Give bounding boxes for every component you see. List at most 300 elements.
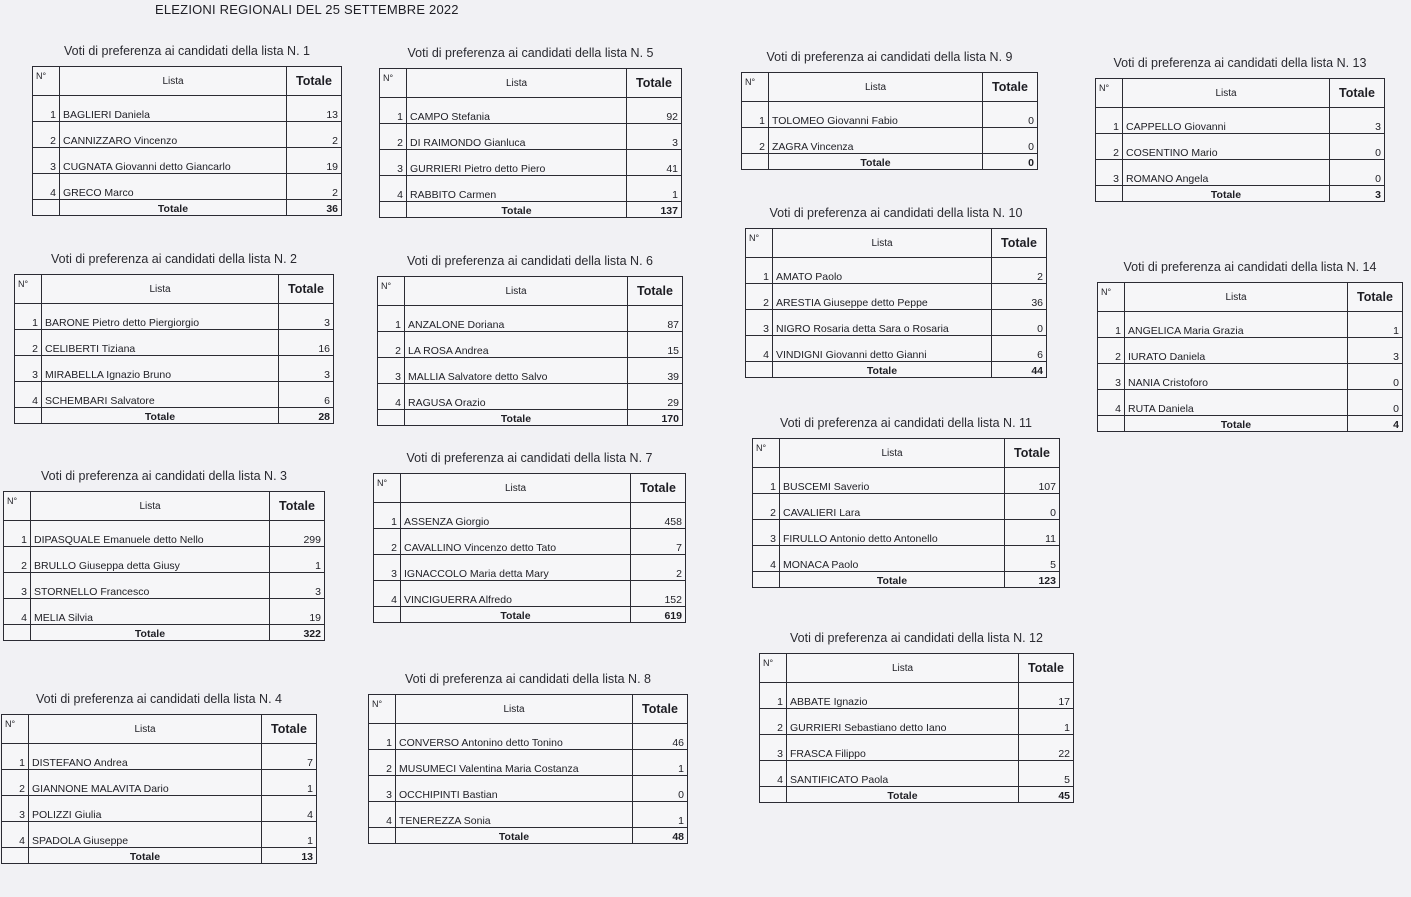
candidate-name: FRASCA Filippo — [787, 735, 1019, 761]
candidate-number: 4 — [374, 581, 401, 607]
list-header: Lista — [780, 439, 1005, 468]
list-title: Voti di preferenza ai candidati della lista N. 8 — [405, 672, 651, 686]
candidate-votes: 3 — [1348, 338, 1403, 364]
candidate-name: CAVALIERI Lara — [780, 494, 1005, 520]
candidate-name: TENEREZZA Sonia — [396, 802, 633, 828]
number-header: N° — [746, 229, 773, 258]
total-header: Totale — [627, 69, 682, 98]
list-block-9 — [741, 50, 1038, 170]
candidate-name: BUSCEMI Saverio — [780, 468, 1005, 494]
total-row — [1096, 186, 1385, 202]
number-header: N° — [374, 474, 401, 503]
candidate-number: 3 — [33, 148, 60, 174]
list-title: Voti di preferenza ai candidati della lista N. 14 — [1123, 260, 1377, 274]
header-row — [760, 654, 1074, 683]
candidate-votes: 4 — [262, 796, 317, 822]
preference-table — [373, 473, 686, 623]
candidate-votes: 16 — [279, 330, 334, 356]
candidate-number: 4 — [378, 384, 405, 410]
table-row — [4, 521, 325, 547]
table-row — [753, 546, 1060, 572]
candidate-number: 3 — [15, 356, 42, 382]
candidate-name: GRECO Marco — [60, 174, 287, 200]
candidate-name: BAGLIERI Daniela — [60, 96, 287, 122]
total-value: 123 — [1005, 572, 1060, 588]
candidate-votes: 2 — [992, 258, 1047, 284]
candidate-name: ANGELICA Maria Grazia — [1125, 312, 1348, 338]
candidate-name: RUTA Daniela — [1125, 390, 1348, 416]
preference-table — [377, 276, 683, 426]
total-value: 3 — [1330, 186, 1385, 202]
header-row — [33, 67, 342, 96]
preference-table — [1095, 78, 1385, 202]
total-row — [753, 572, 1060, 588]
candidate-name: MIRABELLA Ignazio Bruno — [42, 356, 279, 382]
candidate-votes: 299 — [270, 521, 325, 547]
total-label: Totale — [405, 410, 628, 426]
total-header: Totale — [1005, 439, 1060, 468]
total-value: 170 — [628, 410, 683, 426]
table-row — [753, 468, 1060, 494]
candidate-votes: 5 — [1019, 761, 1074, 787]
candidate-votes: 1 — [262, 770, 317, 796]
preference-table — [741, 72, 1038, 170]
candidate-votes: 1 — [270, 547, 325, 573]
candidate-number: 2 — [742, 128, 769, 154]
candidate-votes: 22 — [1019, 735, 1074, 761]
candidate-votes: 5 — [1005, 546, 1060, 572]
candidate-number: 4 — [1098, 390, 1125, 416]
total-header: Totale — [1019, 654, 1074, 683]
table-row — [380, 98, 682, 124]
candidate-name: SPADOLA Giuseppe — [29, 822, 262, 848]
candidate-number: 4 — [4, 599, 31, 625]
candidate-name: DIPASQUALE Emanuele detto Nello — [31, 521, 270, 547]
table-row — [746, 310, 1047, 336]
number-header: N° — [378, 277, 405, 306]
total-value: 13 — [262, 848, 317, 864]
list-block-13 — [1095, 56, 1385, 202]
list-title: Voti di preferenza ai candidati della lista N. 1 — [64, 44, 310, 58]
number-header: N° — [33, 67, 60, 96]
list-header: Lista — [396, 695, 633, 724]
candidate-votes: 13 — [287, 96, 342, 122]
list-title: Voti di preferenza ai candidati della lista N. 3 — [41, 469, 287, 483]
table-row — [374, 555, 686, 581]
candidate-number: 4 — [380, 176, 407, 202]
total-blank — [1096, 186, 1123, 202]
list-header: Lista — [405, 277, 628, 306]
table-row — [378, 332, 683, 358]
list-block-14 — [1097, 260, 1403, 432]
total-header: Totale — [628, 277, 683, 306]
candidate-number: 1 — [380, 98, 407, 124]
table-row — [378, 384, 683, 410]
total-blank — [369, 828, 396, 844]
number-header: N° — [369, 695, 396, 724]
header-row — [4, 492, 325, 521]
candidate-number: 3 — [1096, 160, 1123, 186]
table-row — [1098, 312, 1403, 338]
preference-table — [752, 438, 1060, 588]
total-row — [374, 607, 686, 623]
table-row — [378, 306, 683, 332]
candidate-number: 1 — [760, 683, 787, 709]
total-header: Totale — [279, 275, 334, 304]
list-header: Lista — [42, 275, 279, 304]
candidate-number: 2 — [4, 547, 31, 573]
candidate-name: MALLIA Salvatore detto Salvo — [405, 358, 628, 384]
list-title: Voti di preferenza ai candidati della lista N. 2 — [51, 252, 297, 266]
candidate-votes: 39 — [628, 358, 683, 384]
candidate-name: NIGRO Rosaria detta Sara o Rosaria — [773, 310, 992, 336]
candidate-name: CAPPELLO Giovanni — [1123, 108, 1330, 134]
candidate-number: 3 — [2, 796, 29, 822]
candidate-number: 3 — [1098, 364, 1125, 390]
list-title: Voti di preferenza ai candidati della lista N. 11 — [779, 416, 1032, 430]
preference-table — [1, 714, 317, 864]
table-row — [380, 176, 682, 202]
candidate-number: 3 — [760, 735, 787, 761]
candidate-votes: 0 — [1330, 160, 1385, 186]
table-row — [15, 356, 334, 382]
table-row — [753, 520, 1060, 546]
total-label: Totale — [1125, 416, 1348, 432]
candidate-votes: 0 — [1348, 390, 1403, 416]
candidate-number: 4 — [369, 802, 396, 828]
candidate-number: 3 — [753, 520, 780, 546]
candidate-number: 3 — [378, 358, 405, 384]
candidate-number: 2 — [760, 709, 787, 735]
table-row — [380, 124, 682, 150]
total-value: 44 — [992, 362, 1047, 378]
total-row — [2, 848, 317, 864]
total-label: Totale — [407, 202, 627, 218]
table-row — [378, 358, 683, 384]
candidate-votes: 36 — [992, 284, 1047, 310]
candidate-votes: 11 — [1005, 520, 1060, 546]
list-title: Voti di preferenza ai candidati della lista N. 5 — [407, 46, 654, 60]
candidate-name: ZAGRA Vincenza — [769, 128, 983, 154]
table-row — [1098, 390, 1403, 416]
list-header: Lista — [407, 69, 627, 98]
candidate-name: COSENTINO Mario — [1123, 134, 1330, 160]
candidate-votes: 2 — [287, 174, 342, 200]
candidate-number: 1 — [1096, 108, 1123, 134]
candidate-votes: 92 — [627, 98, 682, 124]
candidate-name: ARESTIA Giuseppe detto Peppe — [773, 284, 992, 310]
table-row — [369, 802, 688, 828]
candidate-name: DI RAIMONDO Gianluca — [407, 124, 627, 150]
list-header: Lista — [1123, 79, 1330, 108]
total-label: Totale — [31, 625, 270, 641]
table-row — [760, 709, 1074, 735]
total-value: 619 — [631, 607, 686, 623]
list-block-7 — [373, 451, 686, 623]
candidate-name: CAVALLINO Vincenzo detto Tato — [401, 529, 631, 555]
candidate-name: MUSUMECI Valentina Maria Costanza — [396, 750, 633, 776]
candidate-number: 1 — [742, 102, 769, 128]
total-header: Totale — [1348, 283, 1403, 312]
candidate-number: 1 — [369, 724, 396, 750]
total-header: Totale — [270, 492, 325, 521]
preference-table — [745, 228, 1047, 378]
total-row — [380, 202, 682, 218]
candidate-number: 1 — [378, 306, 405, 332]
candidate-name: CONVERSO Antonino detto Tonino — [396, 724, 633, 750]
table-row — [33, 96, 342, 122]
preference-table — [32, 66, 342, 216]
candidate-name: ABBATE Ignazio — [787, 683, 1019, 709]
candidate-votes: 2 — [631, 555, 686, 581]
candidate-number: 1 — [15, 304, 42, 330]
header-row — [753, 439, 1060, 468]
candidate-number: 2 — [380, 124, 407, 150]
candidate-number: 1 — [2, 744, 29, 770]
candidate-number: 4 — [15, 382, 42, 408]
candidate-votes: 3 — [1330, 108, 1385, 134]
candidate-name: ASSENZA Giorgio — [401, 503, 631, 529]
candidate-name: RAGUSA Orazio — [405, 384, 628, 410]
table-row — [369, 776, 688, 802]
table-row — [15, 330, 334, 356]
candidate-votes: 0 — [983, 102, 1038, 128]
total-row — [33, 200, 342, 216]
candidate-votes: 87 — [628, 306, 683, 332]
candidate-votes: 1 — [627, 176, 682, 202]
table-row — [1098, 364, 1403, 390]
list-title: Voti di preferenza ai candidati della lista N. 13 — [1113, 56, 1367, 70]
candidate-votes: 1 — [262, 822, 317, 848]
candidate-name: GIANNONE MALAVITA Dario — [29, 770, 262, 796]
candidate-number: 2 — [746, 284, 773, 310]
list-block-6 — [377, 254, 683, 426]
candidate-votes: 0 — [633, 776, 688, 802]
candidate-number: 1 — [4, 521, 31, 547]
table-row — [746, 336, 1047, 362]
candidate-votes: 29 — [628, 384, 683, 410]
candidate-name: LA ROSA Andrea — [405, 332, 628, 358]
number-header: N° — [753, 439, 780, 468]
table-row — [742, 102, 1038, 128]
candidate-name: OCCHIPINTI Bastian — [396, 776, 633, 802]
header-row — [1098, 283, 1403, 312]
total-row — [15, 408, 334, 424]
table-row — [1096, 134, 1385, 160]
list-block-2 — [14, 252, 334, 424]
total-value: 28 — [279, 408, 334, 424]
list-header: Lista — [31, 492, 270, 521]
table-row — [369, 724, 688, 750]
list-block-11 — [752, 416, 1060, 588]
candidate-number: 1 — [33, 96, 60, 122]
candidate-votes: 1 — [633, 802, 688, 828]
candidate-number: 2 — [753, 494, 780, 520]
table-row — [33, 174, 342, 200]
table-row — [4, 573, 325, 599]
list-title: Voti di preferenza ai candidati della lista N. 7 — [406, 451, 653, 465]
total-blank — [380, 202, 407, 218]
number-header: N° — [2, 715, 29, 744]
candidate-name: STORNELLO Francesco — [31, 573, 270, 599]
total-row — [378, 410, 683, 426]
candidate-name: AMATO Paolo — [773, 258, 992, 284]
header-row — [742, 73, 1038, 102]
candidate-votes: 19 — [270, 599, 325, 625]
candidate-number: 2 — [15, 330, 42, 356]
candidate-votes: 458 — [631, 503, 686, 529]
header-row — [15, 275, 334, 304]
candidate-name: BARONE Pietro detto Piergiorgio — [42, 304, 279, 330]
table-row — [15, 304, 334, 330]
total-value: 36 — [287, 200, 342, 216]
total-label: Totale — [401, 607, 631, 623]
table-row — [4, 599, 325, 625]
header-row — [1096, 79, 1385, 108]
candidate-number: 1 — [1098, 312, 1125, 338]
candidate-votes: 1 — [1348, 312, 1403, 338]
number-header: N° — [742, 73, 769, 102]
candidate-name: SANTIFICATO Paola — [787, 761, 1019, 787]
total-blank — [742, 154, 769, 170]
candidate-name: MELIA Silvia — [31, 599, 270, 625]
total-label: Totale — [1123, 186, 1330, 202]
table-row — [746, 258, 1047, 284]
number-header: N° — [4, 492, 31, 521]
table-row — [1096, 108, 1385, 134]
header-row — [2, 715, 317, 744]
total-blank — [760, 787, 787, 803]
table-row — [760, 761, 1074, 787]
candidate-name: MONACA Paolo — [780, 546, 1005, 572]
list-block-12 — [759, 631, 1074, 803]
candidate-name: DISTEFANO Andrea — [29, 744, 262, 770]
list-block-10 — [745, 206, 1047, 378]
candidate-name: FIRULLO Antonio detto Antonello — [780, 520, 1005, 546]
total-label: Totale — [396, 828, 633, 844]
table-row — [2, 822, 317, 848]
total-label: Totale — [780, 572, 1005, 588]
total-header: Totale — [631, 474, 686, 503]
preference-table — [14, 274, 334, 424]
candidate-votes: 19 — [287, 148, 342, 174]
total-row — [369, 828, 688, 844]
total-blank — [374, 607, 401, 623]
candidate-number: 2 — [369, 750, 396, 776]
candidate-number: 3 — [374, 555, 401, 581]
total-label: Totale — [773, 362, 992, 378]
total-blank — [15, 408, 42, 424]
number-header: N° — [1096, 79, 1123, 108]
candidate-name: CANNIZZARO Vincenzo — [60, 122, 287, 148]
number-header: N° — [760, 654, 787, 683]
candidate-number: 4 — [33, 174, 60, 200]
table-row — [2, 796, 317, 822]
table-row — [1098, 338, 1403, 364]
candidate-name: VINDIGNI Giovanni detto Gianni — [773, 336, 992, 362]
candidate-number: 3 — [369, 776, 396, 802]
candidate-name: ANZALONE Doriana — [405, 306, 628, 332]
total-header: Totale — [992, 229, 1047, 258]
number-header: N° — [1098, 283, 1125, 312]
header-row — [369, 695, 688, 724]
header-row — [380, 69, 682, 98]
header-row — [374, 474, 686, 503]
list-header: Lista — [29, 715, 262, 744]
candidate-number: 4 — [746, 336, 773, 362]
candidate-number: 3 — [4, 573, 31, 599]
total-row — [742, 154, 1038, 170]
candidate-number: 3 — [746, 310, 773, 336]
candidate-name: CELIBERTI Tiziana — [42, 330, 279, 356]
candidate-number: 2 — [33, 122, 60, 148]
total-label: Totale — [29, 848, 262, 864]
candidate-votes: 3 — [279, 304, 334, 330]
total-value: 0 — [983, 154, 1038, 170]
total-header: Totale — [983, 73, 1038, 102]
list-block-5 — [379, 46, 682, 218]
total-value: 137 — [627, 202, 682, 218]
table-row — [760, 683, 1074, 709]
table-row — [380, 150, 682, 176]
candidate-number: 4 — [760, 761, 787, 787]
total-header: Totale — [1330, 79, 1385, 108]
candidate-number: 2 — [1096, 134, 1123, 160]
table-row — [374, 503, 686, 529]
total-header: Totale — [262, 715, 317, 744]
table-row — [374, 581, 686, 607]
list-title: Voti di preferenza ai candidati della lista N. 9 — [766, 50, 1013, 64]
candidate-number: 4 — [2, 822, 29, 848]
candidate-votes: 1 — [1019, 709, 1074, 735]
total-label: Totale — [42, 408, 279, 424]
total-row — [746, 362, 1047, 378]
candidate-votes: 15 — [628, 332, 683, 358]
table-row — [2, 744, 317, 770]
candidate-votes: 0 — [992, 310, 1047, 336]
table-row — [33, 148, 342, 174]
candidate-name: SCHEMBARI Salvatore — [42, 382, 279, 408]
total-value: 322 — [270, 625, 325, 641]
candidate-number: 4 — [753, 546, 780, 572]
table-row — [374, 529, 686, 555]
table-row — [1096, 160, 1385, 186]
candidate-votes: 1 — [633, 750, 688, 776]
list-title: Voti di preferenza ai candidati della lista N. 6 — [407, 254, 653, 268]
total-row — [760, 787, 1074, 803]
table-row — [742, 128, 1038, 154]
list-header: Lista — [1125, 283, 1348, 312]
total-blank — [33, 200, 60, 216]
list-header: Lista — [773, 229, 992, 258]
list-block-3 — [3, 469, 325, 641]
total-value: 48 — [633, 828, 688, 844]
candidate-name: IURATO Daniela — [1125, 338, 1348, 364]
number-header: N° — [15, 275, 42, 304]
candidate-number: 1 — [753, 468, 780, 494]
total-blank — [4, 625, 31, 641]
candidate-number: 1 — [746, 258, 773, 284]
total-label: Totale — [769, 154, 983, 170]
candidate-name: POLIZZI Giulia — [29, 796, 262, 822]
candidate-votes: 3 — [270, 573, 325, 599]
total-label: Totale — [60, 200, 287, 216]
candidate-votes: 41 — [627, 150, 682, 176]
list-header: Lista — [787, 654, 1019, 683]
table-row — [760, 735, 1074, 761]
preference-table — [3, 491, 325, 641]
total-blank — [753, 572, 780, 588]
